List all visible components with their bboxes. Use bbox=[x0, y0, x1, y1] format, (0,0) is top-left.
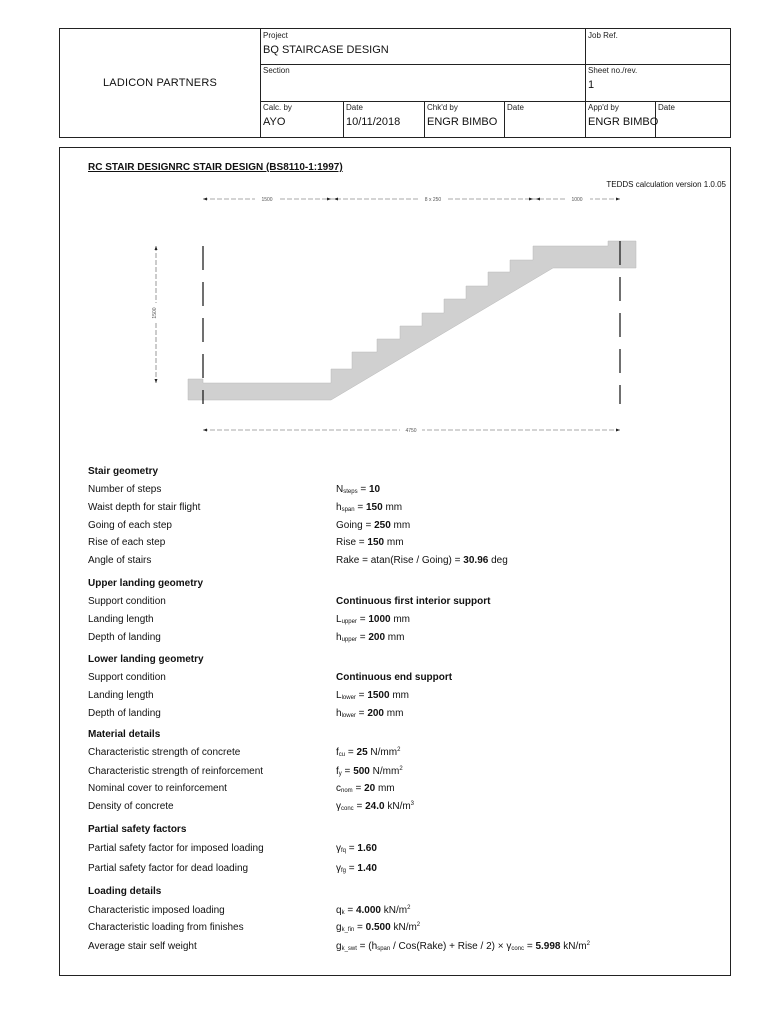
result-value: 0.500 bbox=[365, 922, 391, 933]
calc-row-value bbox=[336, 905, 410, 916]
calc-row-label: Landing length bbox=[88, 690, 154, 701]
equals: = bbox=[355, 690, 368, 701]
unit-superscript: 3 bbox=[410, 801, 415, 807]
equals: = bbox=[353, 801, 366, 812]
calc-row-value bbox=[336, 537, 404, 548]
symbol-subscript: steps bbox=[343, 489, 358, 495]
calc-row-label: Landing length bbox=[88, 614, 154, 625]
result-value: 1.40 bbox=[357, 863, 377, 874]
result-value: 10 bbox=[368, 484, 381, 495]
calc-row-label: Rise of each step bbox=[88, 537, 166, 548]
symbol: h bbox=[336, 708, 342, 719]
symbol: h bbox=[336, 632, 342, 643]
result-value: 150 bbox=[365, 502, 383, 513]
appd-cell bbox=[585, 101, 659, 137]
upper-support-label: Support condition bbox=[88, 596, 166, 607]
result-value: 250 bbox=[374, 520, 391, 531]
calc-row-label: Partial safety factor for imposed loading bbox=[88, 843, 264, 854]
symbol-subscript: conc bbox=[511, 946, 525, 952]
equals: = bbox=[354, 502, 366, 513]
symbol: g bbox=[336, 941, 342, 952]
section-cell bbox=[260, 64, 585, 101]
jobref-cell bbox=[585, 29, 730, 64]
symbol-subscript: lower bbox=[341, 713, 356, 719]
equals: = bbox=[352, 783, 365, 794]
calc-row-value bbox=[336, 863, 377, 874]
unit-superscript: 2 bbox=[407, 905, 411, 911]
unit: mm bbox=[390, 520, 411, 531]
document-title: RC STAIR DESIGNRC STAIR DESIGN (BS8110-1:1997) bbox=[88, 162, 343, 173]
symbol-subscript: cu bbox=[338, 752, 346, 758]
equals: = bbox=[355, 708, 368, 719]
unit: mm bbox=[384, 708, 404, 719]
date3-label: Date bbox=[658, 103, 675, 112]
calc-row-label: Average stair self weight bbox=[88, 941, 197, 952]
symbol: c bbox=[336, 783, 341, 794]
symbol-subscript: nom bbox=[341, 788, 353, 794]
calc-row-label: Number of steps bbox=[88, 484, 162, 495]
calc-row-value bbox=[336, 783, 395, 794]
expression: / Cos(Rake) + Rise / 2) × γ bbox=[390, 941, 512, 952]
equals: = bbox=[346, 863, 358, 874]
symbol-subscript: lower bbox=[341, 695, 356, 701]
result-value: 30.96 bbox=[463, 555, 489, 566]
symbol-subscript: span bbox=[377, 946, 391, 952]
dim-upper-label: 1000 bbox=[571, 197, 583, 203]
calc-row-value bbox=[336, 690, 409, 701]
calc-row-value bbox=[336, 484, 380, 495]
equals: = bbox=[341, 766, 354, 777]
stair-diagram bbox=[150, 190, 650, 440]
chkd-cell bbox=[424, 101, 504, 137]
calc-row-value bbox=[336, 708, 403, 719]
section-label: Section bbox=[263, 66, 290, 75]
calc-row-label: Depth of landing bbox=[88, 708, 161, 719]
material-title: Material details bbox=[88, 729, 161, 740]
appd-value: ENGR BIMBO bbox=[588, 116, 659, 128]
result-value: 25 bbox=[356, 747, 368, 758]
lower-landing-title: Lower landing geometry bbox=[88, 654, 204, 665]
symbol: Rake = atan(Rise / Going) bbox=[336, 555, 452, 566]
project-label: Project bbox=[263, 31, 288, 40]
equals: = bbox=[357, 484, 369, 495]
calc-row-value bbox=[336, 502, 402, 513]
result-value: 500 bbox=[353, 766, 370, 777]
unit: mm bbox=[389, 690, 410, 701]
symbol-subscript: fq bbox=[341, 848, 347, 854]
calc-row-value bbox=[336, 801, 414, 812]
equals: = bbox=[345, 747, 357, 758]
symbol: q bbox=[336, 905, 342, 916]
unit: deg bbox=[488, 555, 508, 566]
upper-landing-title: Upper landing geometry bbox=[88, 578, 204, 589]
symbol: Going bbox=[336, 520, 363, 531]
project-cell bbox=[260, 29, 585, 64]
date2-label: Date bbox=[507, 103, 524, 112]
dim-height-label: 1500 bbox=[152, 307, 158, 319]
lower-support-value: Continuous end support bbox=[336, 672, 453, 683]
equals: = bbox=[346, 843, 358, 854]
chkd-label: Chk'd by bbox=[427, 103, 458, 112]
unit: kN/m bbox=[390, 922, 417, 933]
equals: = bbox=[362, 520, 375, 531]
stair-geometry-title: Stair geometry bbox=[88, 466, 159, 477]
result-value: 200 bbox=[368, 632, 386, 643]
jobref-label: Job Ref. bbox=[588, 31, 618, 40]
calc-row-label: Characteristic imposed loading bbox=[88, 905, 225, 916]
symbol-subscript: fg bbox=[341, 868, 347, 874]
company-name: LADICON PARTNERS bbox=[102, 77, 218, 89]
symbol-subscript: upper bbox=[341, 619, 357, 625]
calc-row-value bbox=[336, 766, 403, 777]
symbol: γ bbox=[336, 801, 341, 812]
sheet-cell bbox=[585, 64, 730, 101]
equals: = bbox=[356, 614, 369, 625]
result-value: 5.998 bbox=[535, 941, 561, 952]
calc-row-value bbox=[336, 843, 377, 854]
symbol: N bbox=[336, 484, 344, 495]
result-value: 1000 bbox=[368, 614, 391, 625]
calc-row-label: Density of concrete bbox=[88, 801, 174, 812]
date3-cell bbox=[655, 101, 730, 137]
unit-superscript: 2 bbox=[416, 922, 421, 928]
chkd-value: ENGR BIMBO bbox=[427, 116, 498, 128]
equals: = bbox=[356, 537, 368, 548]
unit: mm bbox=[382, 502, 403, 513]
equals: = bbox=[354, 922, 366, 933]
unit-superscript: 2 bbox=[397, 747, 401, 753]
unit: N/mm bbox=[367, 747, 398, 758]
unit: kN/m bbox=[560, 941, 587, 952]
sheet-value: 1 bbox=[588, 79, 595, 91]
calc-row-value bbox=[336, 941, 590, 952]
calc-row-label: Depth of landing bbox=[88, 632, 161, 643]
unit: mm bbox=[385, 632, 405, 643]
calc-row-label: Characteristic loading from finishes bbox=[88, 922, 244, 933]
equals: = bbox=[451, 555, 464, 566]
calc-row-value bbox=[336, 747, 400, 758]
result-value: 4.000 bbox=[355, 905, 381, 916]
sheet-label: Sheet no./rev. bbox=[588, 66, 638, 75]
unit: mm bbox=[390, 614, 411, 625]
result-value: 200 bbox=[367, 708, 384, 719]
equals: = bbox=[524, 941, 536, 952]
calc-row-value bbox=[336, 555, 508, 566]
symbol: γ bbox=[336, 843, 341, 854]
calc-row-label: Nominal cover to reinforcement bbox=[88, 783, 227, 794]
calc-row-value bbox=[336, 632, 404, 643]
date1-cell bbox=[343, 101, 424, 137]
unit-superscript: 2 bbox=[399, 766, 403, 772]
calc-row-label: Angle of stairs bbox=[88, 555, 152, 566]
unit-superscript: 2 bbox=[586, 941, 590, 947]
symbol-subscript: upper bbox=[341, 637, 357, 643]
calc-row-value bbox=[336, 922, 420, 933]
symbol: γ bbox=[336, 863, 341, 874]
symbol-subscript: span bbox=[341, 507, 355, 513]
equals: = bbox=[356, 632, 369, 643]
unit: kN/m bbox=[384, 801, 411, 812]
symbol-subscript: k bbox=[341, 910, 345, 916]
lower-support-label: Support condition bbox=[88, 672, 166, 683]
calc-label: Calc. by bbox=[263, 103, 292, 112]
symbol: Rise bbox=[336, 537, 357, 548]
equals: = bbox=[344, 905, 356, 916]
symbol-subscript: y bbox=[338, 771, 342, 777]
result-value: 20 bbox=[364, 783, 376, 794]
dim-lower-label: 1500 bbox=[261, 197, 273, 203]
dim-steps-label: 8 x 250 bbox=[424, 197, 442, 203]
calc-row-value bbox=[336, 520, 410, 531]
symbol: g bbox=[336, 922, 342, 933]
unit: N/mm bbox=[369, 766, 400, 777]
dim-total-label: 4750 bbox=[405, 428, 417, 434]
result-value: 1500 bbox=[367, 690, 390, 701]
symbol: f bbox=[336, 766, 339, 777]
appd-label: App'd by bbox=[588, 103, 619, 112]
equals: = (h bbox=[356, 941, 378, 952]
calc-row-label: Characteristic strength of reinforcement bbox=[88, 766, 264, 777]
date1-value: 10/11/2018 bbox=[346, 116, 401, 128]
result-value: 150 bbox=[367, 537, 385, 548]
calc-row-label: Going of each step bbox=[88, 520, 172, 531]
loading-title: Loading details bbox=[88, 886, 162, 897]
symbol: h bbox=[336, 502, 342, 513]
symbol-subscript: conc bbox=[341, 806, 354, 812]
unit: mm bbox=[384, 537, 404, 548]
stair-slab bbox=[188, 241, 636, 400]
calc-row-value bbox=[336, 614, 410, 625]
project-value: BQ STAIRCASE DESIGN bbox=[263, 44, 389, 56]
result-value: 1.60 bbox=[357, 843, 377, 854]
symbol: f bbox=[336, 747, 339, 758]
calc-row-label: Waist depth for stair flight bbox=[88, 502, 201, 513]
calc-value: AYO bbox=[263, 116, 286, 128]
symbol: L bbox=[336, 614, 342, 625]
date2-cell bbox=[504, 101, 585, 137]
calc-row-label: Partial safety factor for dead loading bbox=[88, 863, 249, 874]
tedds-version: TEDDS calculation version 1.0.05 bbox=[606, 180, 726, 189]
calc-cell bbox=[260, 101, 343, 137]
result-value: 24.0 bbox=[365, 801, 385, 812]
symbol-subscript: k_swt bbox=[341, 946, 357, 952]
partial-title: Partial safety factors bbox=[88, 824, 187, 835]
symbol-subscript: k_fin bbox=[341, 927, 355, 933]
unit: mm bbox=[375, 783, 395, 794]
unit: kN/m bbox=[381, 905, 408, 916]
upper-support-value: Continuous first interior support bbox=[336, 596, 491, 607]
title-block bbox=[59, 28, 731, 138]
symbol: L bbox=[336, 690, 342, 701]
date1-label: Date bbox=[346, 103, 363, 112]
calc-row-label: Characteristic strength of concrete bbox=[88, 747, 241, 758]
